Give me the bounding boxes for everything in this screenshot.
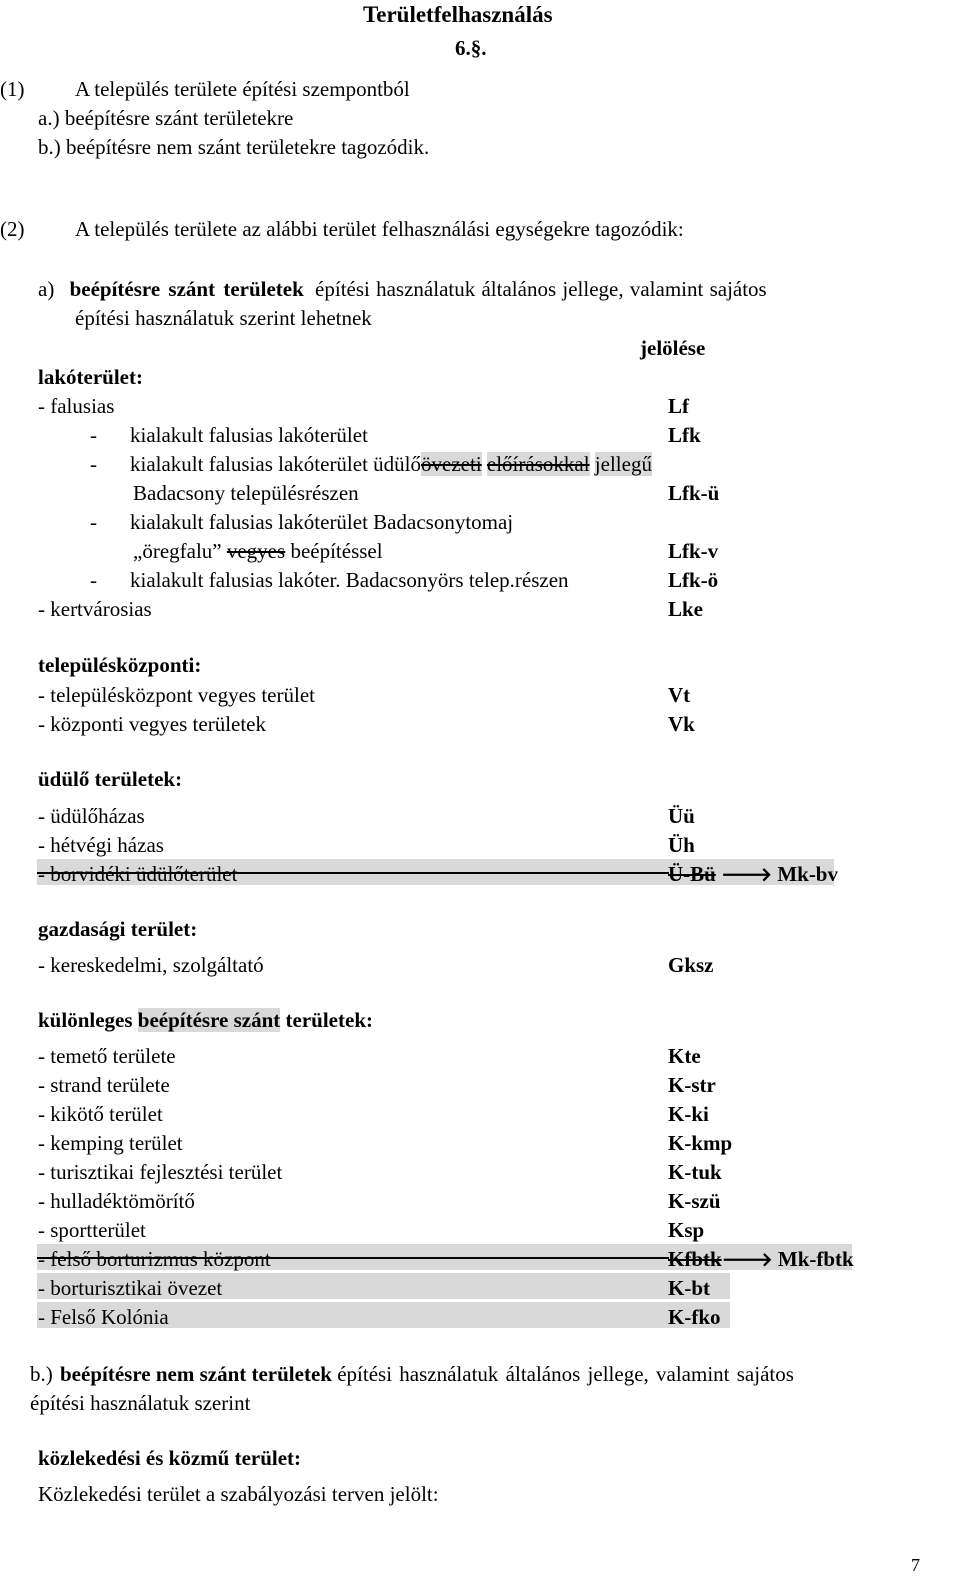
list-item-code: K-kmp bbox=[668, 1131, 733, 1155]
bu-old-code: Ü-Bü bbox=[668, 862, 716, 886]
kulonleges-h3: területek: bbox=[285, 1008, 373, 1032]
paragraph-1-number: (1) bbox=[0, 77, 25, 101]
lakoterulet-heading: lakóterület: bbox=[38, 365, 143, 389]
uh-label: - hétvégi házas bbox=[38, 833, 164, 857]
kulonleges-h1: különleges bbox=[38, 1008, 133, 1032]
kulonleges-heading bbox=[38, 1010, 373, 1031]
k2-line2: Badacsony településrészen bbox=[133, 481, 359, 505]
fko-code: K-fko bbox=[668, 1305, 721, 1329]
paragraph-2-text: A település területe az alábbi terület felhasználási egységekre tagozódik: bbox=[75, 217, 684, 241]
k2-part-b: övezeti bbox=[421, 452, 482, 476]
list-item-code: K-str bbox=[668, 1073, 716, 1097]
telepuleskozponti-heading: településközponti: bbox=[38, 653, 202, 677]
k4-code: Lfk-ö bbox=[668, 568, 719, 592]
bu-code bbox=[668, 864, 838, 885]
kertvarosias-label: - kertvárosias bbox=[38, 597, 152, 621]
arrow-right-icon: 🡒 bbox=[721, 864, 773, 886]
page-number: 7 bbox=[911, 1555, 920, 1575]
bu-label: - borvidéki üdülőterület bbox=[38, 862, 238, 886]
k3-label: kialakult falusias lakóterület Badacsonytomaj bbox=[130, 510, 514, 534]
falusias-label: - falusias bbox=[38, 394, 115, 418]
list-item-code: K-szü bbox=[668, 1189, 721, 1213]
section-a-line bbox=[38, 279, 767, 300]
k2-line bbox=[130, 454, 652, 475]
bu-new-code: Mk-bv bbox=[777, 862, 838, 886]
section-a-line2: építési használatuk szerint lehetnek bbox=[75, 306, 372, 330]
uh-code: Üh bbox=[668, 833, 695, 857]
vt-label: - településközpont vegyes terület bbox=[38, 683, 315, 707]
list-item-code: K-tuk bbox=[668, 1160, 722, 1184]
list-item-label: - sportterület bbox=[38, 1218, 146, 1242]
section-a-rest: építési használatuk általános jellege, valamint sajátos bbox=[315, 277, 767, 301]
section-b-prefix: b.) bbox=[30, 1362, 53, 1386]
dash: - bbox=[90, 423, 97, 447]
k3-code: Lfk-v bbox=[668, 539, 719, 563]
vt-code: Vt bbox=[668, 683, 691, 707]
fko-label: - Felső Kolónia bbox=[38, 1305, 169, 1329]
fbtk-label: - felső borturizmus központ bbox=[38, 1247, 271, 1271]
k2-part-d: jellegű bbox=[594, 452, 652, 476]
page-title: Területfelhasználás bbox=[363, 2, 553, 27]
list-item-label: - kikötő terület bbox=[38, 1102, 163, 1126]
list-item-code: K-ki bbox=[668, 1102, 709, 1126]
k1-label: kialakult falusias lakóterület bbox=[130, 423, 368, 447]
dash: - bbox=[90, 568, 97, 592]
section-a-prefix: a) bbox=[38, 277, 55, 301]
list-item-code: Ksp bbox=[668, 1218, 705, 1242]
vk-code: Vk bbox=[668, 712, 695, 736]
list-item-label: - turisztikai fejlesztési terület bbox=[38, 1160, 283, 1184]
bt-code: K-bt bbox=[668, 1276, 710, 1300]
code-column-header: jelölése bbox=[640, 336, 706, 360]
fbtk-old-code: Kfbtk bbox=[668, 1247, 722, 1271]
section-b-rest: építési használatuk általános jellege, valamint sajátos bbox=[337, 1362, 794, 1386]
k2-code: Lfk-ü bbox=[668, 481, 720, 505]
arrow-right-icon: 🡒 bbox=[721, 1249, 773, 1271]
list-item-code: Kte bbox=[668, 1044, 701, 1068]
paragraph-1-item-b: b.) beépítésre nem szánt területekre tagozódik. bbox=[38, 135, 430, 159]
gazdasagi-heading: gazdasági terület: bbox=[38, 917, 198, 941]
paragraph-1-text: A település területe építési szempontból bbox=[75, 77, 410, 101]
bt-label: - borturisztikai övezet bbox=[38, 1276, 223, 1300]
dash: - bbox=[90, 452, 97, 476]
paragraph-1-item-a: a.) beépítésre szánt területekre bbox=[38, 106, 294, 130]
section-a-bold: beépítésre szánt területek bbox=[69, 277, 304, 301]
list-item-label: - hulladéktömörítő bbox=[38, 1189, 195, 1213]
uu-label: - üdülőházas bbox=[38, 804, 145, 828]
kozlekedesi-text: Közlekedési terület a szabályozási terven jelölt: bbox=[38, 1482, 439, 1506]
kozlekedesi-heading: közlekedési és közmű terület: bbox=[38, 1446, 302, 1470]
k3-line2 bbox=[133, 541, 383, 562]
section-b-line2: építési használatuk szerint bbox=[30, 1391, 251, 1415]
kertvarosias-code: Lke bbox=[668, 597, 704, 621]
k3-part-a: „öregfalu” bbox=[133, 539, 222, 563]
section-b-bold: beépítésre nem szánt területek bbox=[60, 1362, 332, 1386]
list-item-label: - temető területe bbox=[38, 1044, 176, 1068]
list-item-label: - kemping terület bbox=[38, 1131, 183, 1155]
fbtk-new-code: Mk-fbtk bbox=[777, 1247, 854, 1271]
fbtk-code bbox=[668, 1249, 854, 1270]
k3-part-c: beépítéssel bbox=[290, 539, 383, 563]
list-item-label: - strand területe bbox=[38, 1073, 170, 1097]
gksz-code: Gksz bbox=[668, 953, 714, 977]
k3-part-b: vegyes bbox=[226, 539, 286, 563]
kulonleges-h2: beépítésre szánt bbox=[137, 1008, 281, 1032]
k4-label: kialakult falusias lakóter. Badacsonyörs telep.részen bbox=[130, 568, 569, 592]
falusias-code: Lf bbox=[668, 394, 689, 418]
gksz-label: - kereskedelmi, szolgáltató bbox=[38, 953, 264, 977]
dash: - bbox=[90, 510, 97, 534]
udulo-heading: üdülő területek: bbox=[38, 767, 183, 791]
paragraph-2-number: (2) bbox=[0, 217, 25, 241]
vk-label: - központi vegyes területek bbox=[38, 712, 267, 736]
k2-part-a: kialakult falusias lakóterület üdülő bbox=[130, 452, 422, 476]
k1-code: Lfk bbox=[668, 423, 701, 447]
section-number: 6.§. bbox=[455, 36, 487, 60]
section-b-line bbox=[30, 1364, 794, 1385]
uu-code: Üü bbox=[668, 804, 695, 828]
k2-part-c: előírásokkal bbox=[486, 452, 590, 476]
